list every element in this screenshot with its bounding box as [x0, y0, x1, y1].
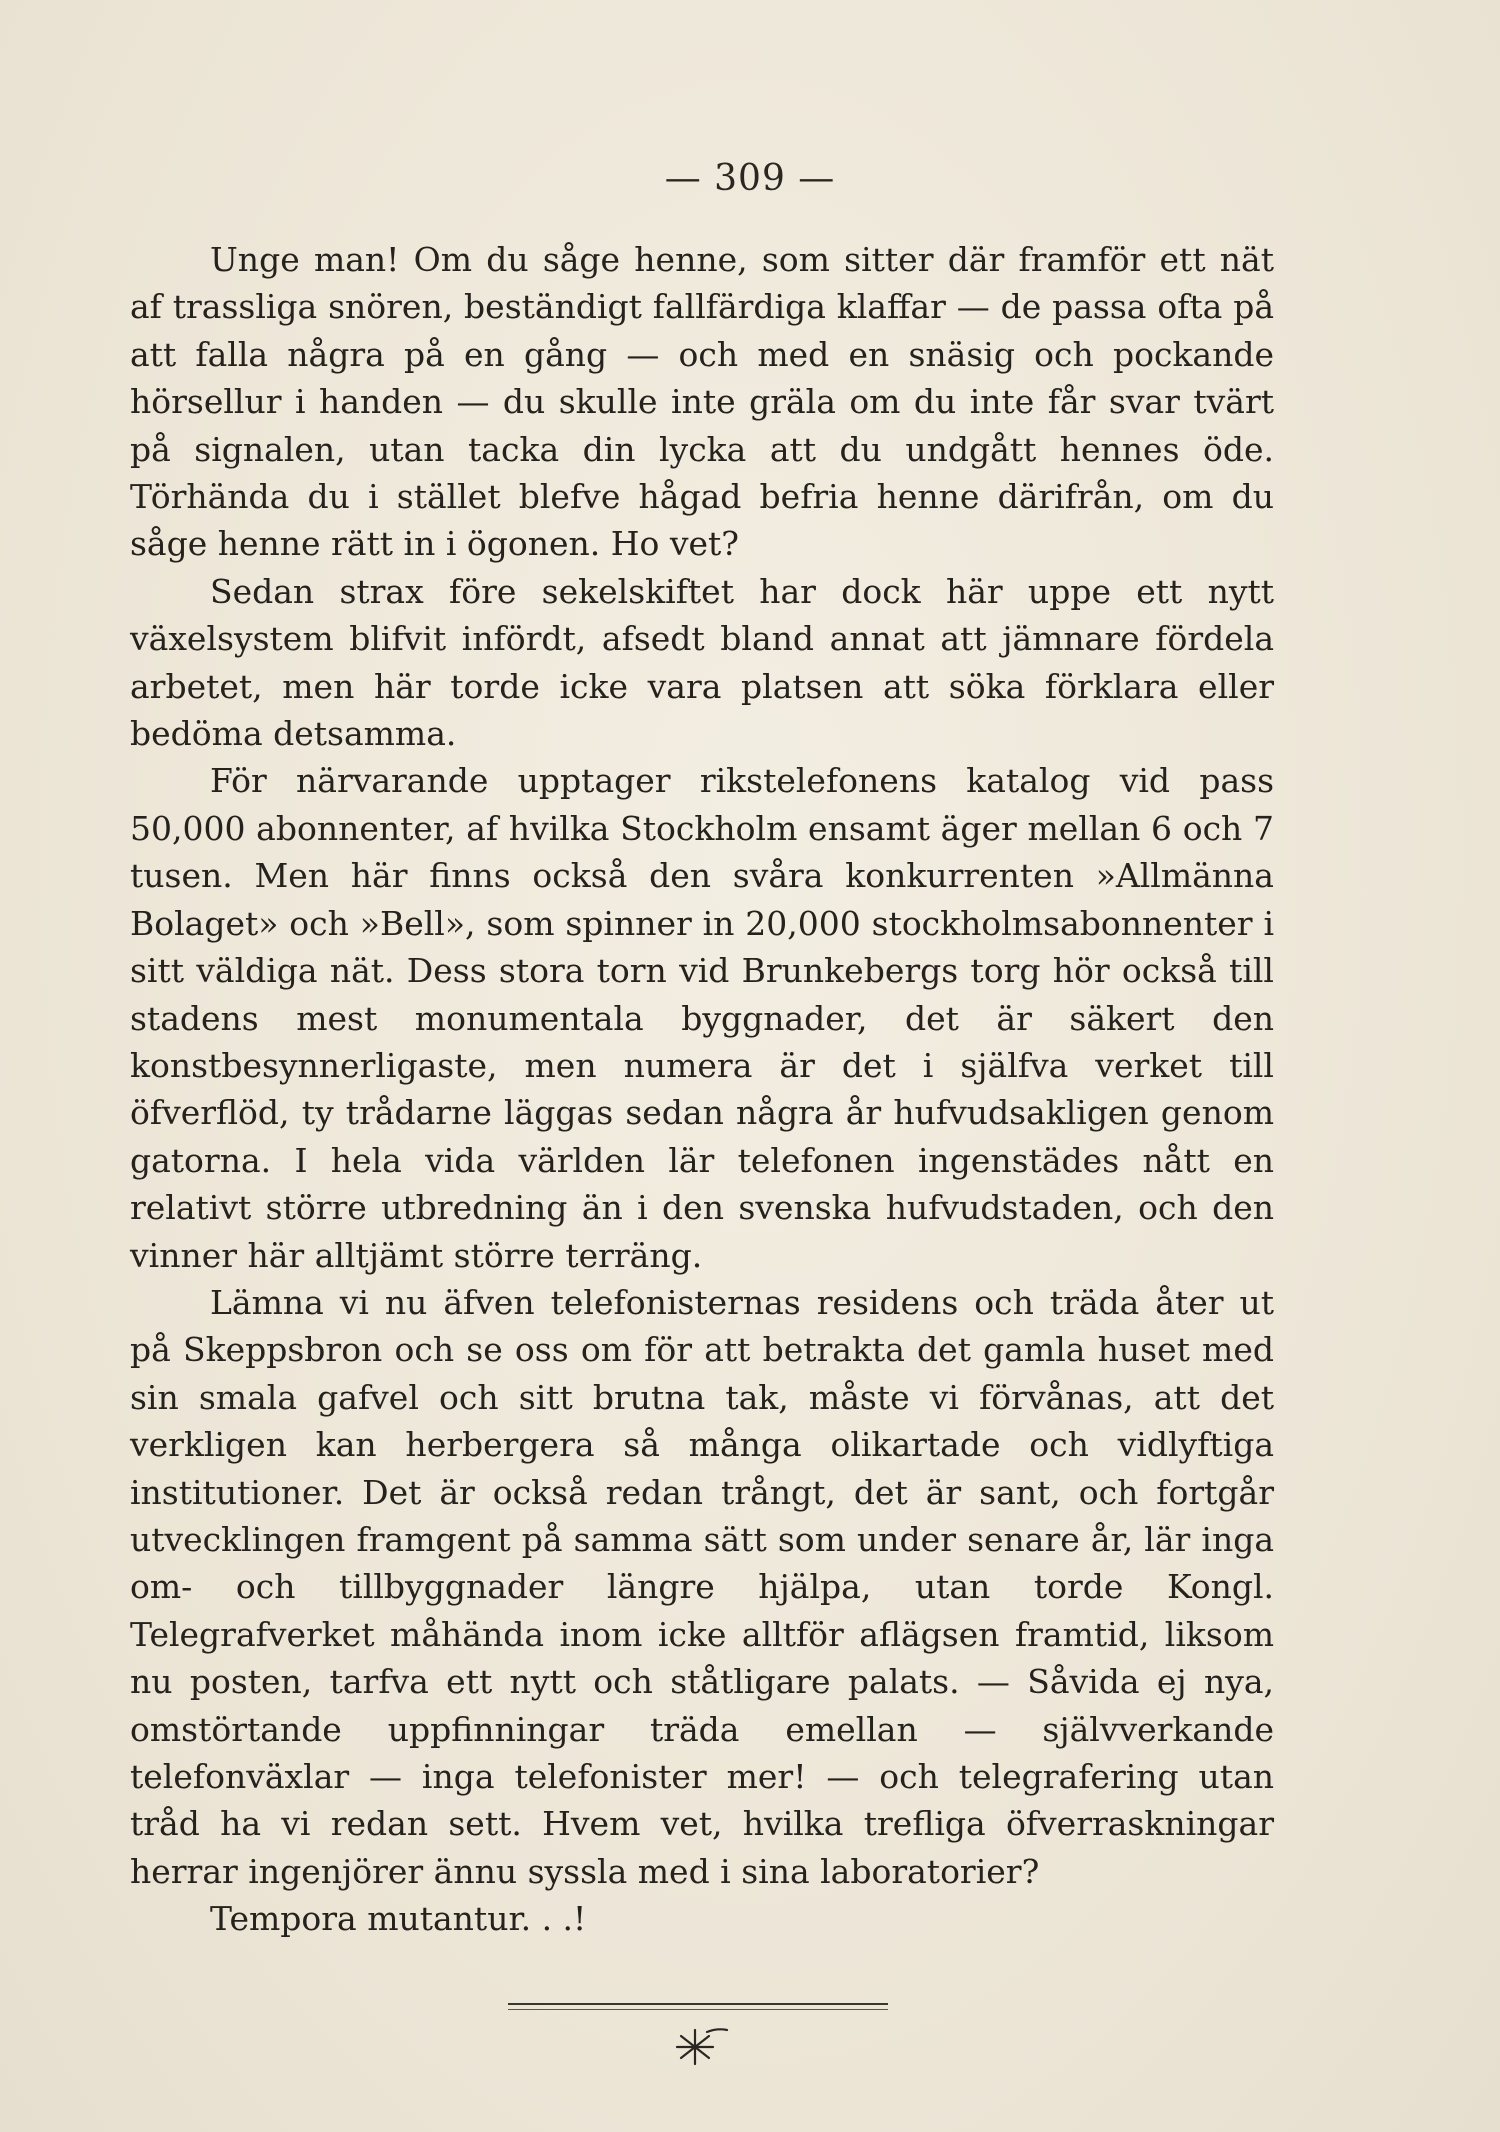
- paragraph-2: Sedan strax före sekelskiftet har dock här uppe ett nytt växelsystem blifvit infördt, afsedt bland annat att jämnare fördela arbetet, men här torde icke vara platsen att söka förklara eller bedöma detsamma.: [130, 571, 1274, 754]
- end-rule-thin: [508, 2009, 888, 2010]
- paragraph-5: Tempora mutantur. . .!: [210, 1899, 587, 1939]
- paragraph-3: För närvarande upptager rikstelefonens katalog vid pass 50,000 abonnenter, af hvilka Stockholm ensamt äger mellan 6 och 7 tusen. Men här finns också den svåra konkurrenten »Allmänna Bolaget» och »Bell», som spinner in 20,000 stockholmsabonnenter i sitt väldiga nät. Dess stora torn vid Brunkebergs torg hör också till stadens mest monumentala byggnader, det är säkert den konstbesynnerligaste, men numera är det i själfva verket till öfverflöd, ty trådarne läggas sedan några år hufvudsakligen genom gatorna. I hela vida världen lär telefonen ingenstädes nått en relativt större utbredning än i den svenska hufvudstaden, och den vinner här alltjämt större terräng.: [130, 761, 1274, 1275]
- end-rule: [508, 2003, 888, 2005]
- paragraph-4: Lämna vi nu äfven telefonisternas residens och träda åter ut på Skeppsbron och se oss om för att betrakta det gamla huset med sin smala gafvel och sitt brutna tak, måste vi förvånas, att det verkligen kan herbergera så många olikartade och vidlyftiga institutioner. Det är också redan trångt, det är sant, och fortgår utvecklingen framgent på samma sätt som under senare år, lär inga om- och tillbyggnader längre hjälpa, utan torde Kongl. Telegrafverket måhända inom icke alltför aflägsen framtid, liksom nu posten, tarfva ett nytt och ståtligare palats. — Såvida ej nya, omstörtande uppfinningar träda emellan — självverkande telefonväxlar — inga telefonister mer! — och telegrafering utan tråd ha vi redan sett. Hvem vet, hvilka trefliga öfverraskningar herrar ingenjörer ännu syssla med i sina laboratorier?: [130, 1282, 1274, 1891]
- body-text: [130, 236, 1274, 1943]
- asterisk-ornament-icon: [655, 2018, 735, 2078]
- page-number: — 309 —: [664, 158, 836, 199]
- paragraph-1: Unge man! Om du såge henne, som sitter där framför ett nät af trassliga snören, beständigt fallfärdiga klaffar — de passa ofta på att falla några på en gång — och med en snäsig och pockande hörsellur i handen — du skulle inte gräla om du inte får svar tvärt på signalen, utan tacka din lycka att du undgått hennes öde. Törhända du i stället blefve hågad befria henne därifrån, om du såge henne rätt in i ögonen. Ho vet?: [130, 240, 1274, 564]
